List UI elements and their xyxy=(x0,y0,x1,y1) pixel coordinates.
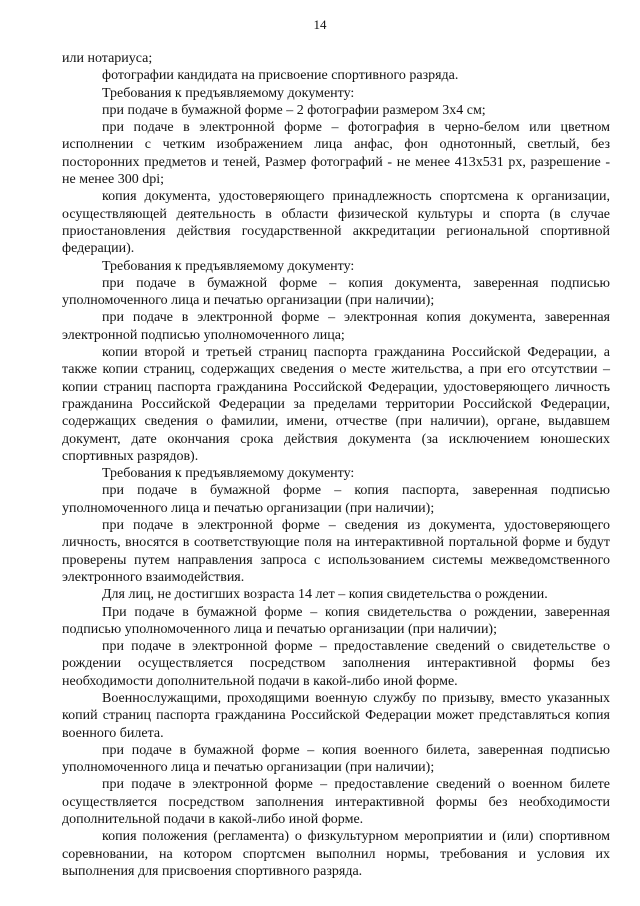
paragraph: или нотариуса; xyxy=(62,51,153,66)
page-number: 14 xyxy=(313,17,327,32)
paragraph: при подаче в электронной форме – фотография в черно-белом или цветном исполнении с четким изображением лица анфас, фон однотонный, светлый, без посторонних предметов и теней, Размер фотографий - не менее 413х531 px, разрешение - не менее 300 dpi; xyxy=(62,120,610,188)
paragraph: При подаче в бумажной форме – копия свидетельства о рождении, заверенная подписью уполномоченного лица и печатью организации (при наличии); xyxy=(62,604,610,637)
paragraph: при подаче в бумажной форме – 2 фотографии размером 3х4 см; xyxy=(102,102,486,118)
paragraph: фотографии кандидата на присвоение спортивного разряда. xyxy=(102,68,459,84)
paragraph: Для лиц, не достигших возраста 14 лет – копия свидетельства о рождении. xyxy=(102,587,548,603)
paragraph: Требования к предъявляемому документу: xyxy=(102,466,355,482)
paragraph: Требования к предъявляемому документу: xyxy=(102,85,355,101)
paragraph: при подаче в электронной форме – предоставление сведений о свидетельстве о рождении осуществляется посредством заполнения интерактивной формы без необходимости дополнительной подачи в какой-либо иной форме. xyxy=(62,639,610,689)
paragraph: копия документа, удостоверяющего принадлежность спортсмена к организации, осуществляющей деятельность в области физической культуры и спорта (в случае приостановления действия государственной аккредитации региональной спортивной федерации). xyxy=(62,189,610,257)
paragraph: Требования к предъявляемому документу: xyxy=(102,258,355,274)
paragraph: копии второй и третьей страниц паспорта гражданина Российской Федерации, а также копии страниц, содержащих сведения о месте жительства, а при его отсутствии – копии страниц паспорта гражданина Российской Федерации, удостоверяющего личность гражданина Российской Федерации за пределами территории Российской Федерации, содержащих сведения о фамилии, имени, отчестве (при наличии), органе, выдавшем документ, дате окончания срока действия документа (за исключением юношеских спортивных разрядов). xyxy=(62,345,610,464)
paragraph: при подаче в бумажной форме – копия документа, заверенная подписью уполномоченного лица и печатью организации (при наличии); xyxy=(62,275,610,309)
paragraph: Военнослужащими, проходящими военную службу по призыву, вместо указанных копий страниц паспорта гражданина Российской Федерации может представляться копия военного билета. xyxy=(62,690,610,741)
paragraph: копия положения (регламента) о физкультурном мероприятии и (или) спортивном соревновании, на котором спортсмен выполнил нормы, требования и условия их выполнения для присвоения спортивного разряда. xyxy=(62,829,610,879)
paragraph: при подаче в электронной форме – предоставление сведений о военном билете осуществляется посредством заполнения интерактивной формы без необходимости дополнительной подачи в какой-либо иной форме. xyxy=(62,777,610,828)
paragraph: при подаче в бумажной форме – копия паспорта, заверенная подписью уполномоченного лица и печатью организации (при наличии); xyxy=(62,483,610,516)
paragraph: при подаче в электронной форме – сведения из документа, удостоверяющего личность, вносятся в соответствующие поля на интерактивной портальной форме и будут проверены путем направления запроса с использованием системы межведомственного электронного взаимодействия. xyxy=(62,518,610,585)
paragraph: при подаче в электронной форме – электронная копия документа, заверенная электронной подписью уполномоченного лица; xyxy=(62,310,610,343)
document-body xyxy=(62,50,610,880)
paragraph: при подаче в бумажной форме – копия военного билета, заверенная подписью уполномоченного лица и печатью организации (при наличии); xyxy=(62,742,610,776)
